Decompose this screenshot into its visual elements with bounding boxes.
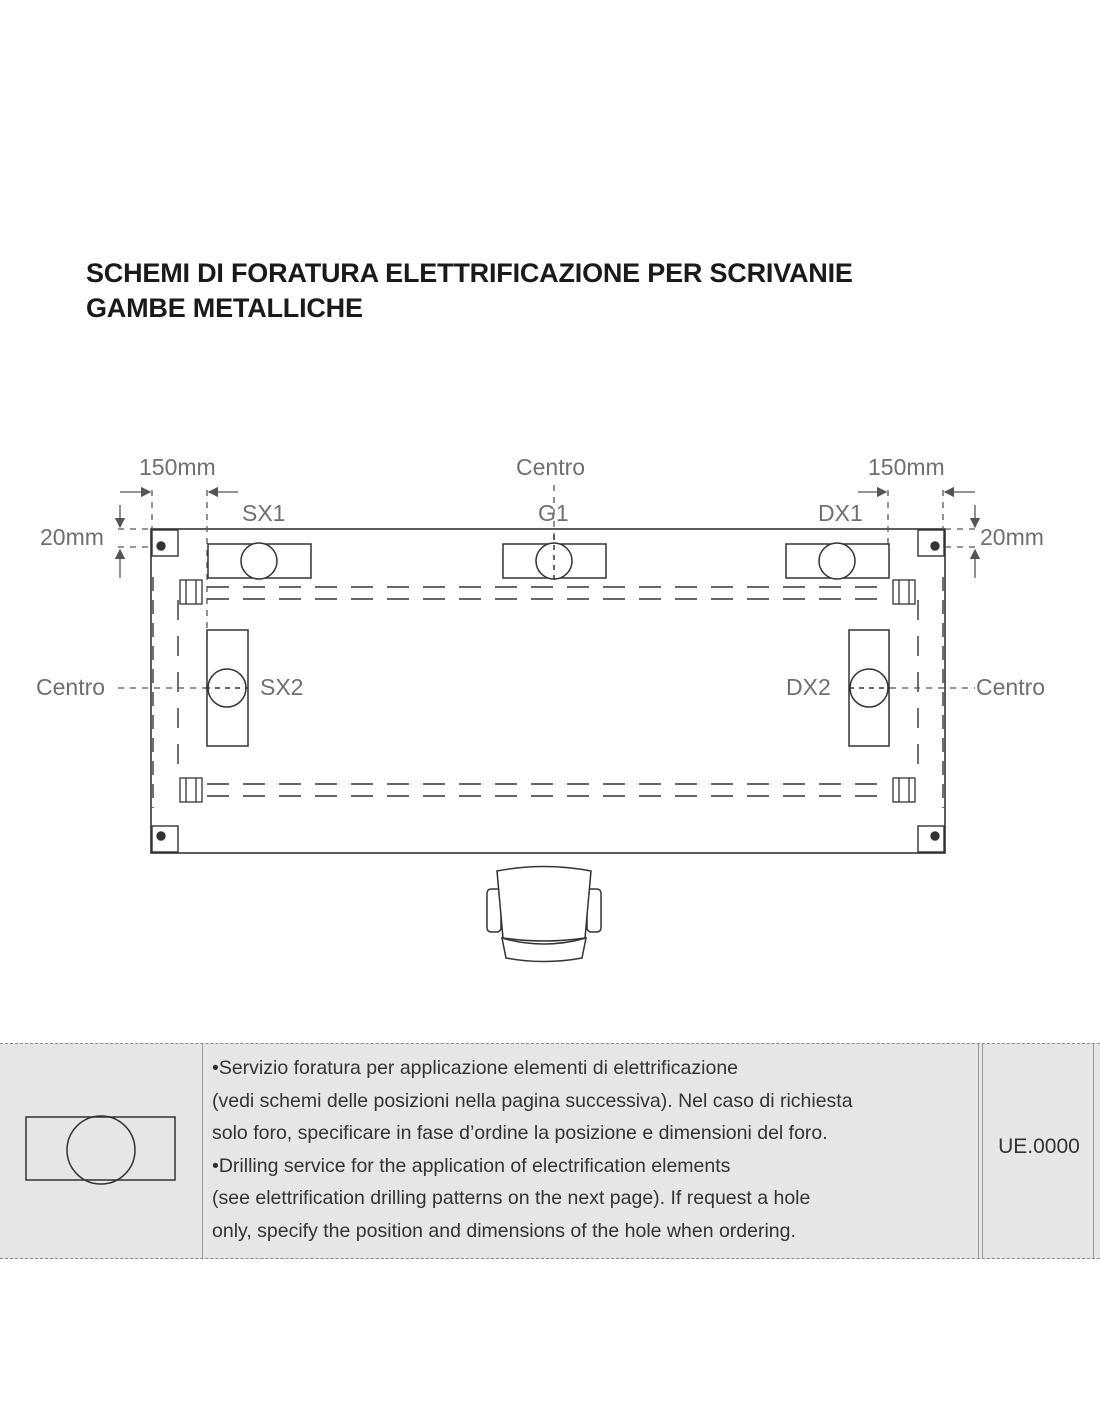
center-right-label: Centro [976, 674, 1046, 700]
title-line-2: GAMBE METALLICHE [86, 293, 363, 323]
title-line-1: SCHEMI DI FORATURA ELETTRIFICAZIONE PER SCRIVANIE [86, 258, 853, 288]
it-line-2: (vedi schemi delle posizioni nella pagina successiva). Nel caso di richiesta [212, 1089, 853, 1112]
leg-foot-top-left [152, 530, 178, 556]
position-sx1-label: SX1 [242, 500, 286, 526]
dim-right-side-label: 20mm [980, 524, 1044, 550]
dim-right-top-label: 150mm [868, 454, 945, 480]
info-panel [0, 1043, 1100, 1259]
center-left-label: Centro [36, 674, 106, 700]
code-cell [978, 1044, 1100, 1258]
leg-foot-bottom-right [918, 826, 944, 852]
dim-left-side-label: 20mm [40, 524, 104, 550]
en-line-1: •Drilling service for the application of electrification elements [212, 1154, 731, 1177]
center-top-label: Centro [516, 454, 586, 480]
info-icon-cell [0, 1044, 203, 1258]
product-code: UE.0000 [998, 1135, 1080, 1158]
position-sx2-label: SX2 [260, 674, 304, 700]
en-line-2: (see elettrification drilling patterns on the next page). If request a hole [212, 1187, 811, 1209]
info-text-cell [202, 1044, 979, 1258]
leg-foot-top-right [918, 530, 944, 556]
it-line-3: solo foro, specificare in fase d’ordine la posizione e dimensioni del foro. [212, 1122, 828, 1144]
box-dx2 [849, 630, 890, 746]
position-dx1-label: DX1 [818, 500, 863, 526]
box-sx2 [205, 630, 248, 746]
chair-icon [487, 867, 601, 962]
position-dx2-label: DX2 [786, 674, 831, 700]
dim-left-top-label: 150mm [139, 454, 216, 480]
leg-foot-bottom-left [152, 826, 178, 852]
description-text [212, 1052, 853, 1247]
box-g1 [503, 535, 606, 582]
drilling-box-icon [0, 1044, 202, 1260]
box-dx1 [786, 543, 889, 579]
position-g1-label: G1 [538, 500, 569, 526]
en-line-3: only, specify the position and dimensions of the hole when ordering. [212, 1219, 796, 1242]
box-sx1 [208, 543, 311, 579]
it-line-1: •Servizio foratura per applicazione elementi di elettrificazione [212, 1057, 739, 1079]
